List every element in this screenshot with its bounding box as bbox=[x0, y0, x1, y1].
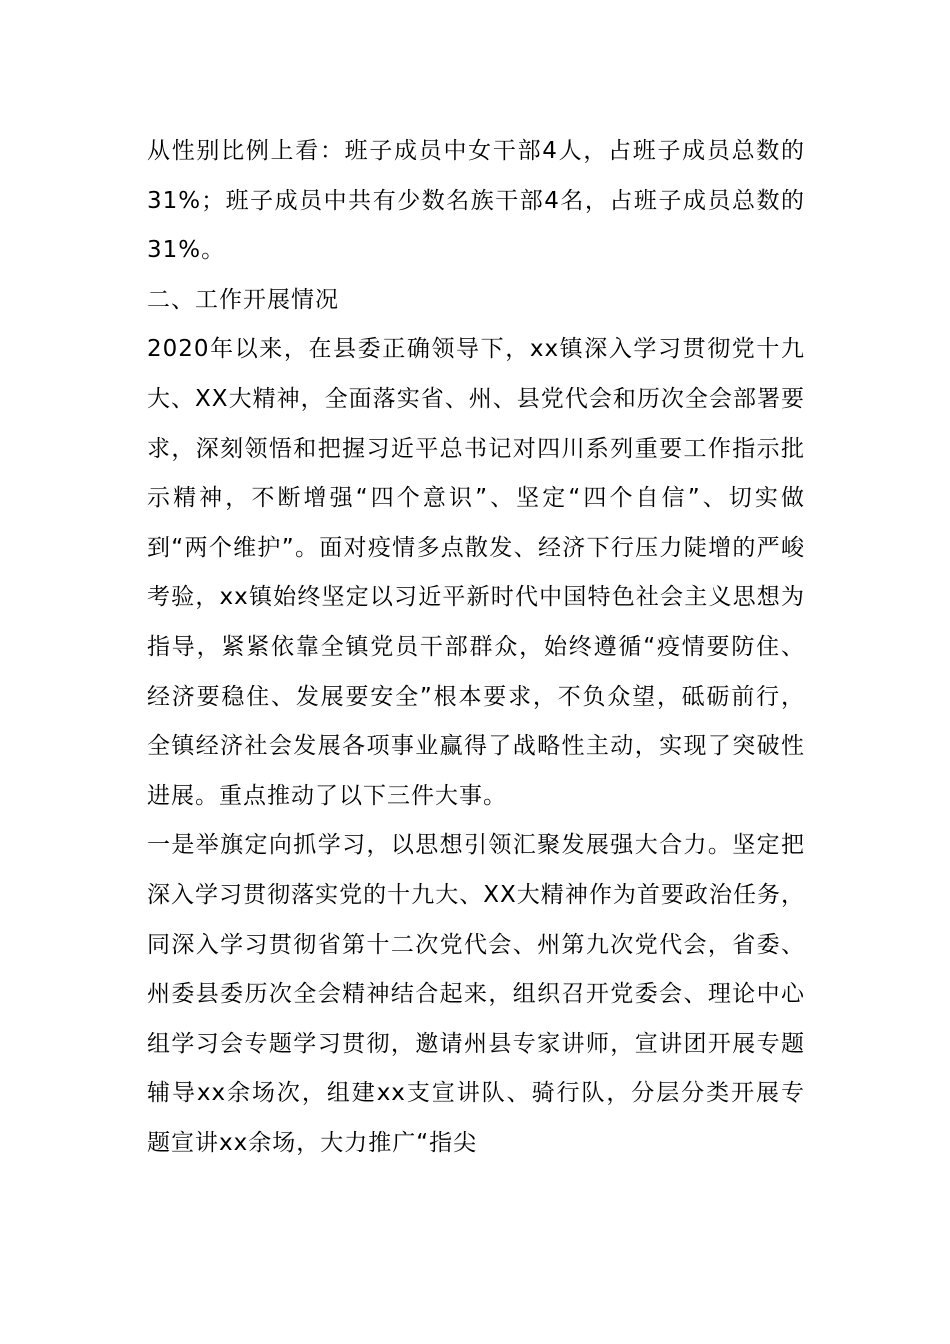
paragraph-gender-ratio: 从性别比例上看：班子成员中女干部4人，占班子成员总数的31%；班子成员中共有少数名族干部4名，占班子成员总数的31%。 bbox=[147, 138, 805, 264]
paragraph-study-guidance: 一是举旗定向抓学习，以思想引领汇聚发展强大合力。坚定把深入学习贯彻落实党的十九大、XX大精神作为首要政治任务，同深入学习贯彻省第十二次党代会、州第九次党代会，省委、州委县委历次全会精神结合起来，组织召开党委会、理论中心组学习会专题学习贯彻，邀请州县专家讲师，宣讲团开展专题辅导xx余场次，组建xx支宣讲队、骑行队，分层分类开展专题宣讲xx余场，大力推广“指尖 bbox=[147, 832, 805, 1156]
section-heading-work-progress: 二、工作开展情况 bbox=[147, 286, 339, 313]
paragraph-work-overview: 2020年以来，在县委正确领导下，xx镇深入学习贯彻党十九大、XX大精神，全面落实省、州、县党代会和历次全会部署要求，深刻领悟和把握习近平总书记对四川系列重要工作指示批示精神，不断增强“四个意识”、坚定“四个自信”、切实做到“两个维护”。面对疫情多点散发、经济下行压力陡增的严峻考验，xx镇始终坚定以习近平新时代中国特色社会主义思想为指导，紧紧依靠全镇党员干部群众，始终遵循“疫情要防住、经济要稳住、发展要安全”根本要求，不负众望，砥砺前行，全镇经济社会发展各项事业赢得了战略性主动，实现了突破性进展。重点推动了以下三件大事。 bbox=[147, 336, 805, 809]
document-page bbox=[147, 127, 805, 1168]
